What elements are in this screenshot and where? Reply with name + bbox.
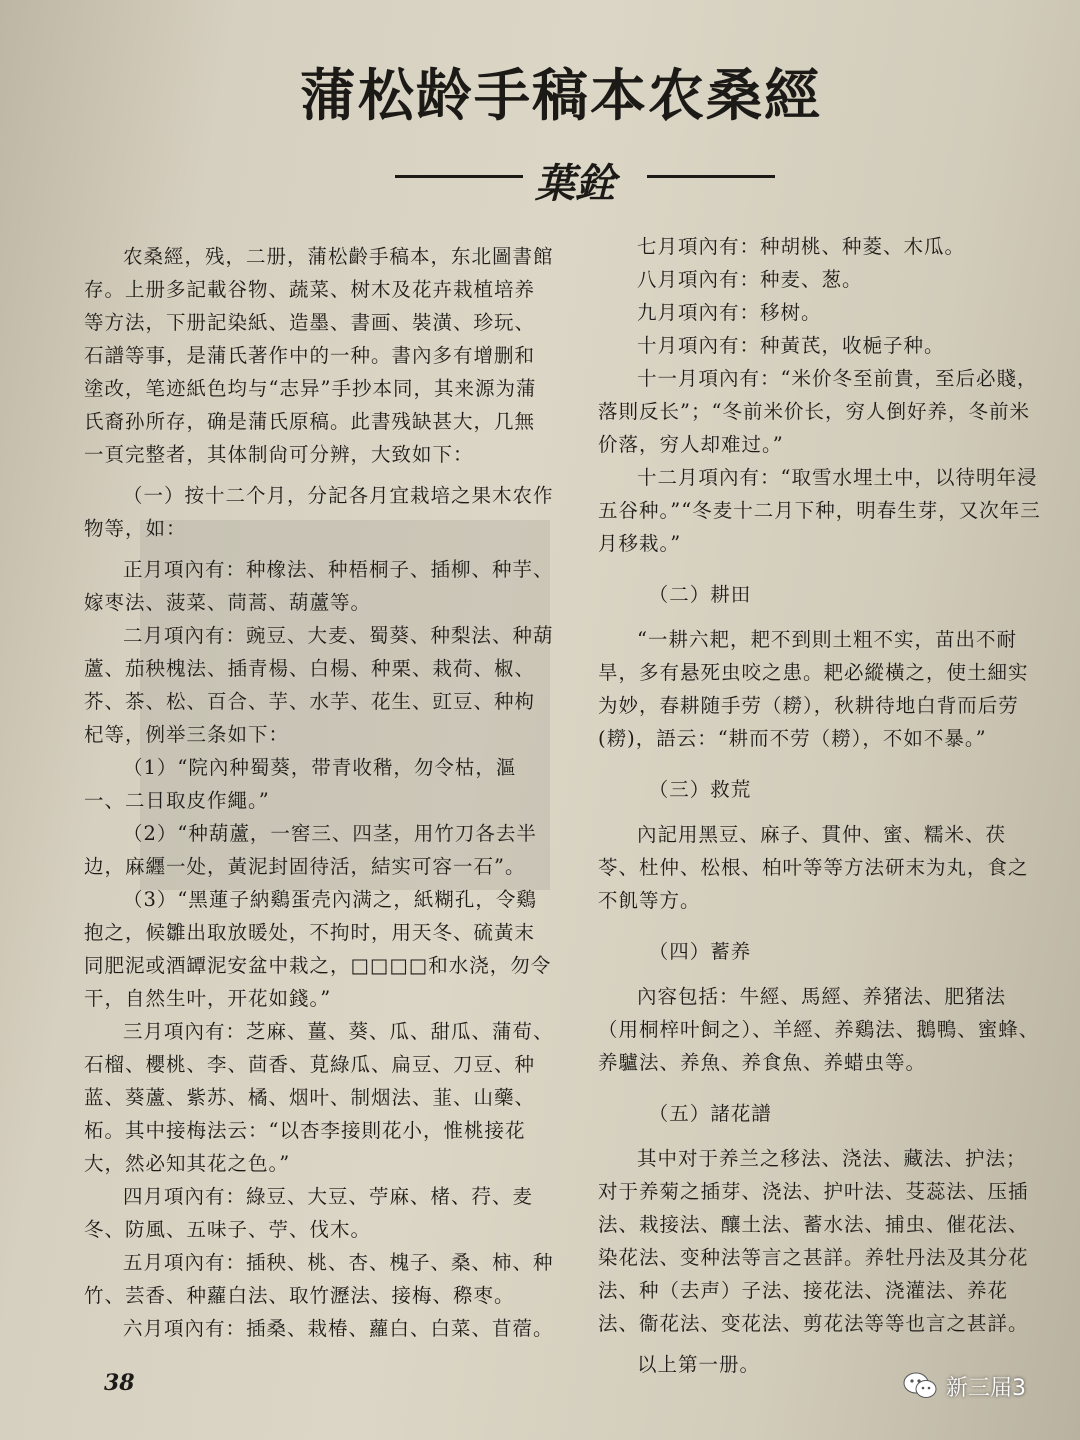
heading-section-5: （五）諸花譜 — [648, 1102, 772, 1125]
left-column — [84, 240, 554, 1345]
article-title: 蒲松龄手稿本农桑經 — [300, 63, 822, 129]
paragraph-month-2: 二月項內有：豌豆、大麦、蜀葵、种梨法、种葫蘆、茄秧槐法、插青楊、白楊、种栗、栽荷、椒、芥、茶、松、百合、芋、水芋、花生、豇豆、种枸杞等，例举三条如下： — [84, 624, 554, 746]
paragraph-section-3: 內記用黑豆、麻子、貫仲、蜜、糯米、茯苓、杜仲、松根、柏叶等等方法研末为丸，食之不飢等方。 — [598, 823, 1029, 912]
heading-section-2: （二）耕田 — [648, 583, 752, 606]
paragraph-closing: 以上第一册。 — [637, 1353, 761, 1376]
author-name: 葉銓 — [535, 160, 615, 207]
heading-section-4: （四）蓄养 — [648, 940, 752, 963]
paragraph-intro: 农桑經，残，二册，蒲松齡手稿本，东北圖書館存。上册多記載谷物、蔬菜、树木及花卉栽植培养等方法，下册記染紙、造墨、書画、裝潢、珍玩、石譜等事，是蒲氏著作中的一种。書內多有增删和塗改，笔迹紙色均与“志异”手抄本同，其来源为蒲氏裔孙所存，确是蒲氏原稿。此書残缺甚大，几無一頁完整者，其体制尙可分辨，大致如下： — [84, 245, 554, 466]
wechat-icon — [902, 1371, 938, 1401]
watermark — [902, 1368, 1026, 1404]
paragraph-example-1: （1）“院內种蜀葵，带青收稭，勿令枯，漚一、二日取皮作繩。” — [84, 756, 517, 812]
paragraph-section-2: “一耕六耙，耙不到則土粗不实，苗出不耐旱，多有悬死虫咬之患。耙必縱橫之，使土細实为妙，春耕随手劳（耮），秋耕待地白背而后劳(耮)，語云：“耕而不劳（耮），不如不暴。” — [598, 628, 1029, 750]
paragraph-section-1: （一）按十二个月，分記各月宜栽培之果木农作物等，如： — [84, 484, 554, 540]
paragraph-month-5: 五月項內有：插秧、桃、杏、槐子、桑、柿、种竹、芸香、种蘿白法、取竹瀝法、接梅、穄枣。 — [84, 1251, 554, 1307]
paragraph-month-3: 三月項內有：芝麻、薑、葵、瓜、甜瓜、蒲荀、石榴、櫻桃、李、茴香、莧綠瓜、扁豆、刀豆、种蓝、葵蘆、紫苏、橘、烟叶、制烟法、韮、山藥、柘。其中接梅法云：“以杏李接則花小，惟桃接花大，然必知其花之色。” — [84, 1020, 554, 1175]
paragraph-month-1: 正月項內有：种橡法、种梧桐子、插柳、种芋、嫁枣法、菠菜、茼蒿、葫蘆等。 — [84, 558, 554, 614]
paragraph-month-12: 十二月項內有：“取雪水埋土中，以待明年浸五谷种。”“冬麦十二月下种，明春生芽，又次年三月移栽。” — [598, 466, 1041, 555]
page-number: 38 — [104, 1370, 135, 1396]
byline — [395, 150, 775, 206]
paragraph-month-6: 六月項內有：插桑、栽椿、蘿白、白菜、苜蓿。 — [123, 1317, 554, 1340]
paragraph-example-3: （3）“黑蓮子納鷄蛋壳內满之，紙糊孔，令鷄抱之，候雛出取放暖处，不拘时，用天冬、硫黃末同肥泥或酒罈泥安盆中栽之，□□□□和水浇，勿令干，自然生叶，开花如錢。” — [84, 888, 552, 1010]
paragraph-section-4: 內容包括：牛經、馬經、养猪法、肥猪法（用桐梓叶飼之）、羊經、养鷄法、鵝鴨、蜜蜂、养驢法、养魚、养食魚、养蜡虫等。 — [598, 985, 1040, 1074]
paragraph-month-11: 十一月項內有：“米价冬至前貴，至后必賤，落則反长”；“冬前米价长，穷人倒好养，冬前米价落，穷人却难过。” — [598, 367, 1038, 456]
paragraph-month-4: 四月項內有：綠豆、大豆、苧麻、楮、荇、麦冬、防風、五味子、苧、伐木。 — [84, 1185, 534, 1241]
paragraph-example-2: （2）“种葫蘆，一窖三、四茎，用竹刀各去半边，麻纒一处，黃泥封固待活，結实可容一石”。 — [84, 822, 537, 878]
watermark-text: 新三届3 — [946, 1375, 1026, 1401]
paragraph-section-5: 其中对于养兰之移法、浇法、藏法、护法；对于养菊之插芽、浇法、护叶法、芟蕊法、压插法、栽接法、釀土法、蓄水法、捕虫、催花法、染花法、变种法等言之甚詳。养牡丹法及其分花法、种（去声）子法、接花法、浇灌法、养花法、衞花法、变花法、剪花法等等也言之甚詳。 — [598, 1147, 1029, 1335]
byline-dash-left — [395, 175, 523, 178]
byline-dash-right — [647, 175, 775, 178]
heading-section-3: （三）救荒 — [648, 778, 752, 801]
paragraph-month-10: 十月項內有：种黃芪，收梔子种。 — [637, 334, 945, 357]
paragraph-month-9: 九月項內有：移树。 — [637, 301, 822, 324]
paragraph-month-7: 七月項內有：种胡桃、种菱、木瓜。 — [637, 235, 966, 258]
right-column — [598, 230, 1046, 1381]
paragraph-month-8: 八月項內有：种麦、葱。 — [637, 268, 863, 291]
